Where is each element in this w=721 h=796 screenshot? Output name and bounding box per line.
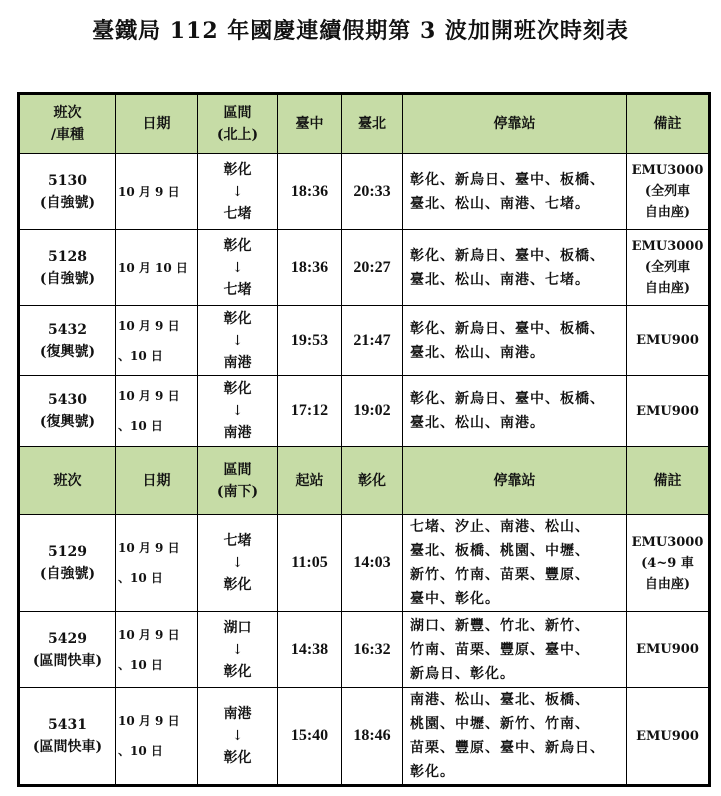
- train-number: 5432: [48, 321, 87, 338]
- stops-line: 湖口、新豐、竹北、新竹、: [410, 617, 590, 634]
- time-text: 11:05: [291, 554, 328, 571]
- stops-line: 竹南、苗栗、豐原、臺中、: [410, 641, 590, 658]
- header-stops: [403, 447, 627, 515]
- section-cell: [198, 230, 278, 306]
- from-station: 彰化: [223, 161, 252, 178]
- header-train: [19, 447, 116, 515]
- down-arrow-icon: ↓: [231, 183, 244, 200]
- to-station: 彰化: [223, 663, 252, 680]
- header-text: /車種: [50, 127, 85, 143]
- time-text: 18:46: [353, 727, 391, 744]
- time2-cell: [342, 306, 403, 376]
- time2-cell: [342, 612, 403, 688]
- header-text: 臺北: [358, 116, 386, 132]
- time2-cell: [342, 154, 403, 230]
- note-line: EMU3000: [631, 163, 704, 178]
- header-text: 區間: [223, 105, 252, 121]
- time2-cell: [342, 515, 403, 612]
- train-cell: [19, 612, 116, 688]
- header-text: 日期: [142, 472, 171, 489]
- header-train: [19, 94, 116, 154]
- date-cell: [116, 306, 198, 376]
- to-station: 七堵: [223, 281, 252, 298]
- time-text: 20:33: [353, 182, 391, 200]
- header-date: [116, 94, 198, 154]
- stops-cell: [403, 230, 627, 306]
- header-note: [627, 447, 710, 515]
- time-text: 14:38: [290, 640, 329, 658]
- date-text: 、10 日: [118, 657, 163, 672]
- time-text: 19:53: [290, 331, 329, 349]
- stops-line: 南港、松山、臺北、板橋、: [410, 692, 590, 708]
- note-line: EMU900: [636, 728, 699, 744]
- section-cell: [198, 154, 278, 230]
- date-text: 、10 日: [118, 744, 163, 758]
- table-row: [19, 230, 710, 306]
- train-type: (區間快車): [32, 652, 103, 669]
- down-arrow-icon: ↓: [231, 728, 244, 744]
- train-cell: [19, 688, 116, 786]
- train-type: (區間快車): [32, 739, 103, 755]
- time2-cell: [342, 688, 403, 786]
- train-cell: [19, 376, 116, 447]
- date-cell: [116, 154, 198, 230]
- time1-cell: [278, 688, 342, 786]
- train-number: 5431: [48, 717, 87, 733]
- date-text: 、10 日: [118, 348, 163, 363]
- date-text: 10 月 9 日: [118, 184, 180, 199]
- note-line: 自由座): [644, 281, 691, 296]
- train-cell: [19, 306, 116, 376]
- note-cell: [627, 230, 710, 306]
- time1-cell: [278, 306, 342, 376]
- time-text: 16:32: [353, 640, 391, 658]
- to-station: 彰化: [223, 577, 252, 593]
- header-time2: [342, 447, 403, 515]
- table-row: [19, 688, 710, 786]
- date-cell: [116, 612, 198, 688]
- time-text: 18:36: [290, 182, 329, 200]
- header-text: 停靠站: [493, 472, 536, 489]
- stops-line: 臺北、松山、南港。: [410, 344, 545, 361]
- stops-line: 桃園、中壢、新竹、竹南、: [410, 716, 590, 732]
- table-row: [19, 612, 710, 688]
- header-text: 日期: [142, 116, 171, 132]
- date-text: 10 月 9 日: [118, 714, 180, 728]
- table-row: [19, 376, 710, 447]
- stops-line: 彰化。: [410, 764, 455, 780]
- train-number: 5430: [48, 392, 87, 408]
- stops-line: 臺北、松山、南港。: [410, 415, 545, 431]
- header-row: [19, 447, 710, 515]
- note-line: EMU900: [636, 642, 699, 657]
- stops-cell: [403, 376, 627, 447]
- note-line: (全列車: [644, 184, 691, 199]
- header-section: [198, 94, 278, 154]
- from-station: 彰化: [223, 237, 252, 254]
- train-type: (自強號): [39, 270, 96, 287]
- time1-cell: [278, 376, 342, 447]
- to-station: 南港: [223, 425, 252, 441]
- date-cell: [116, 515, 198, 612]
- date-text: 、10 日: [118, 419, 163, 433]
- train-type: (復興號): [39, 343, 96, 360]
- note-line: 自由座): [644, 576, 691, 592]
- table-row: [19, 306, 710, 376]
- time-text: 21:47: [353, 331, 391, 349]
- note-cell: [627, 376, 710, 447]
- stops-cell: [403, 612, 627, 688]
- table-row: [19, 515, 710, 612]
- time-text: 17:12: [290, 402, 329, 419]
- header-text: 備註: [653, 472, 682, 489]
- to-station: 南港: [223, 354, 252, 371]
- train-cell: [19, 230, 116, 306]
- stops-line: 彰化、新烏日、臺中、板橋、: [410, 391, 605, 407]
- header-date: [116, 447, 198, 515]
- header-text: 備註: [653, 116, 682, 132]
- header-text: 班次: [53, 105, 82, 121]
- stops-line: 臺北、松山、南港、七堵。: [410, 271, 590, 288]
- header-text: 臺中: [295, 116, 324, 132]
- stops-line: 新竹、竹南、苗栗、豐原、: [410, 567, 590, 583]
- from-station: 彰化: [223, 310, 252, 327]
- timetable: [17, 92, 711, 787]
- page-title: 臺鐵局 112 年國慶連續假期第 3 波加開班次時刻表: [92, 18, 629, 44]
- note-line: EMU3000: [631, 239, 704, 254]
- date-cell: [116, 230, 198, 306]
- note-cell: [627, 154, 710, 230]
- down-arrow-icon: ↓: [231, 332, 244, 349]
- train-number: 5130: [48, 172, 87, 189]
- header-time1: [278, 94, 342, 154]
- train-number: 5429: [48, 630, 87, 647]
- note-line: EMU3000: [631, 534, 704, 550]
- train-cell: [19, 515, 116, 612]
- train-type: (自強號): [39, 566, 96, 582]
- date-text: 10 月 9 日: [118, 389, 180, 403]
- down-arrow-icon: ↓: [231, 641, 244, 658]
- stops-line: 臺北、板橋、桃園、中壢、: [410, 543, 590, 559]
- from-station: 南港: [223, 706, 252, 722]
- stops-line: 新烏日、彰化。: [410, 665, 515, 682]
- time-text: 15:40: [290, 727, 329, 744]
- time2-cell: [342, 230, 403, 306]
- section-cell: [198, 612, 278, 688]
- note-line: EMU900: [636, 403, 699, 419]
- from-station: 七堵: [223, 533, 252, 549]
- header-text: 區間: [223, 461, 252, 478]
- note-cell: [627, 515, 710, 612]
- time-text: 19:02: [353, 402, 391, 419]
- date-text: 10 月 9 日: [118, 318, 180, 333]
- stops-line: 七堵、汐止、南港、松山、: [410, 519, 590, 535]
- header-text: (南下): [216, 483, 259, 500]
- down-arrow-icon: ↓: [231, 555, 244, 571]
- table-row: [19, 154, 710, 230]
- time2-cell: [342, 376, 403, 447]
- note-line: EMU900: [636, 333, 699, 348]
- section-cell: [198, 688, 278, 786]
- train-number: 5129: [48, 544, 87, 560]
- stops-cell: [403, 688, 627, 786]
- from-station: 彰化: [223, 381, 252, 397]
- header-text: 班次: [53, 472, 82, 489]
- time1-cell: [278, 230, 342, 306]
- time1-cell: [278, 515, 342, 612]
- header-time1: [278, 447, 342, 515]
- to-station: 彰化: [223, 750, 252, 766]
- note-cell: [627, 688, 710, 786]
- note-cell: [627, 612, 710, 688]
- note-line: (全列車: [644, 260, 691, 275]
- header-stops: [403, 94, 627, 154]
- section-cell: [198, 515, 278, 612]
- stops-line: 彰化、新烏日、臺中、板橋、: [410, 320, 605, 337]
- note-line: 自由座): [644, 205, 691, 220]
- time-text: 14:03: [353, 554, 391, 571]
- train-cell: [19, 154, 116, 230]
- train-type: (復興號): [39, 414, 96, 430]
- header-note: [627, 94, 710, 154]
- header-text: 停靠站: [493, 116, 536, 132]
- note-cell: [627, 306, 710, 376]
- down-arrow-icon: ↓: [231, 403, 244, 419]
- header-text: 起站: [295, 472, 324, 489]
- section-cell: [198, 306, 278, 376]
- date-text: 10 月 9 日: [118, 541, 180, 555]
- time-text: 20:27: [353, 258, 391, 276]
- header-time2: [342, 94, 403, 154]
- time-text: 18:36: [290, 258, 329, 276]
- time1-cell: [278, 154, 342, 230]
- down-arrow-icon: ↓: [231, 259, 244, 276]
- time1-cell: [278, 612, 342, 688]
- stops-line: 苗栗、豐原、臺中、新烏日、: [410, 740, 605, 756]
- to-station: 七堵: [223, 205, 252, 222]
- stops-cell: [403, 154, 627, 230]
- train-type: (自強號): [39, 194, 96, 211]
- date-cell: [116, 688, 198, 786]
- note-line: (4~9 車: [641, 555, 694, 571]
- section-cell: [198, 376, 278, 447]
- header-text: (北上): [216, 127, 259, 143]
- stops-cell: [403, 515, 627, 612]
- header-text: 彰化: [358, 472, 386, 489]
- stops-line: 臺中、彰化。: [410, 591, 500, 607]
- from-station: 湖口: [223, 619, 252, 636]
- date-cell: [116, 376, 198, 447]
- header-section: [198, 447, 278, 515]
- stops-line: 臺北、松山、南港、七堵。: [410, 195, 590, 212]
- stops-cell: [403, 306, 627, 376]
- date-text: 10 月 10 日: [118, 260, 188, 275]
- stops-line: 彰化、新烏日、臺中、板橋、: [410, 247, 605, 264]
- date-text: 10 月 9 日: [118, 627, 180, 642]
- date-text: 、10 日: [118, 571, 163, 585]
- header-row: [19, 94, 710, 154]
- train-number: 5128: [48, 248, 87, 265]
- stops-line: 彰化、新烏日、臺中、板橋、: [410, 171, 605, 188]
